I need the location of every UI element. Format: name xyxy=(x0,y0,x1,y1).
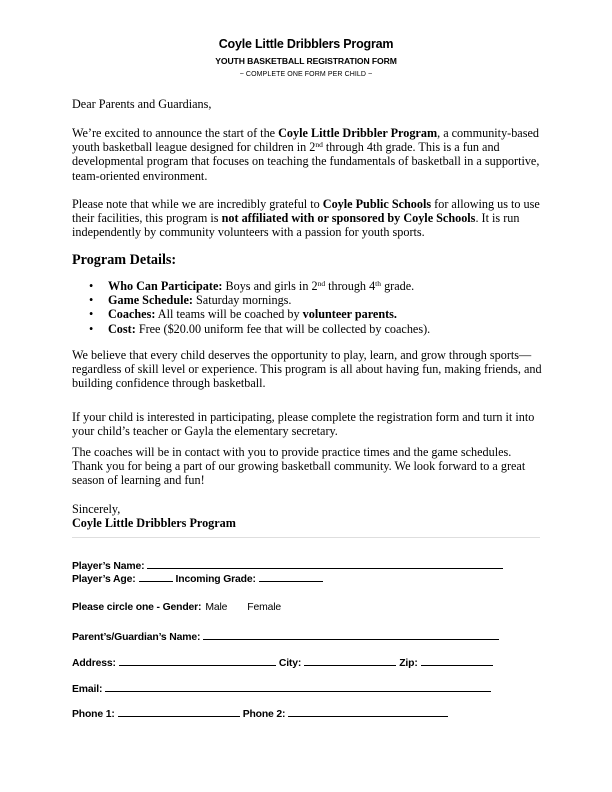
player-age-label: Player’s Age: xyxy=(72,574,136,585)
email-field[interactable] xyxy=(105,682,491,692)
text: We believe that every child deserves the opportunity to play, learn, and grow through sports—regardless of skill level or experience. This program is all about having fun, making friends, and building confidence through basketball. xyxy=(72,348,542,391)
parent-name-row xyxy=(72,630,502,643)
text: Please note that while we are incredibly grateful to xyxy=(72,197,323,211)
text: grade. xyxy=(381,279,415,293)
superscript: th xyxy=(375,279,382,288)
not-affiliated-notice: not affiliated with or sponsored by Coyle Schools xyxy=(221,211,476,226)
gender-row xyxy=(72,602,281,613)
phone-row xyxy=(72,707,451,720)
salutation: Dear Parents and Guardians, xyxy=(72,97,212,111)
detail-label: Coaches: xyxy=(108,307,156,322)
list-item xyxy=(72,307,430,321)
school-name: Coyle Public Schools xyxy=(322,197,432,211)
bullet-icon: • xyxy=(89,321,94,336)
text: If your child is interested in participating, please complete the registration form and turn it into your child’s teacher or Gayla the elementary secretary. xyxy=(72,410,535,439)
detail-label: Who Can Participate: xyxy=(108,279,223,293)
player-name-field[interactable] xyxy=(147,559,503,569)
detail-label: Game Schedule: xyxy=(108,293,193,308)
closing-text: Sincerely, xyxy=(72,502,121,516)
player-name-row xyxy=(72,559,506,572)
intro-paragraph xyxy=(72,126,544,183)
incoming-grade-label: Incoming Grade: xyxy=(175,574,256,585)
city-field[interactable] xyxy=(304,656,396,666)
text: Free ($20.00 uniform fee that will be collected by coaches). xyxy=(135,321,431,336)
gender-option-male[interactable]: Male xyxy=(205,602,228,613)
text: All teams will be coached by xyxy=(155,307,303,322)
document-title: Coyle Little Dribblers Program xyxy=(218,37,394,51)
text: Boys and girls in 2 xyxy=(222,279,318,293)
zip-field[interactable] xyxy=(421,656,493,666)
thanks-paragraph xyxy=(72,445,544,488)
program-details-heading: Program Details: xyxy=(72,252,177,268)
player-name-label: Player’s Name: xyxy=(72,561,145,572)
text: . It is run independently by community volunteers with a passion for youth sports. xyxy=(72,211,520,240)
superscript: nd xyxy=(317,279,326,288)
address-row xyxy=(72,656,496,669)
list-item xyxy=(72,322,430,336)
incoming-grade-field[interactable] xyxy=(259,572,323,582)
parent-name-label: Parent’s/Guardian’s Name: xyxy=(72,632,201,643)
signature: Coyle Little Dribblers Program xyxy=(72,516,236,531)
belief-paragraph xyxy=(72,348,544,391)
player-age-row xyxy=(72,572,326,585)
superscript: nd xyxy=(315,140,323,150)
bullet-icon: • xyxy=(89,307,94,322)
email-label: Email: xyxy=(72,684,103,695)
instructions-paragraph xyxy=(72,410,544,438)
form-note: ~ COMPLETE ONE FORM PER CHILD ~ xyxy=(239,71,373,78)
gender-option-female[interactable]: Female xyxy=(247,602,282,613)
bullet-icon: • xyxy=(89,293,94,308)
player-age-field[interactable] xyxy=(139,572,173,582)
bullet-icon: • xyxy=(89,279,94,293)
list-item xyxy=(72,279,430,293)
phone1-label: Phone 1: xyxy=(72,709,115,720)
zip-label: Zip: xyxy=(399,658,418,669)
program-name: Coyle Little Dribbler Program xyxy=(278,126,438,140)
volunteer-parents: volunteer parents. xyxy=(302,307,397,322)
gender-label: Please circle one - Gender: xyxy=(72,602,202,613)
address-field[interactable] xyxy=(119,656,276,666)
text: Saturday mornings. xyxy=(192,293,292,308)
form-subtitle: YOUTH BASKETBALL REGISTRATION FORM xyxy=(215,56,397,66)
phone2-label: Phone 2: xyxy=(242,709,286,720)
text: The coaches will be in contact with you to provide practice times and the game schedules. Thank you for being a part of our growing basketball community. We look forward to a great season of learning and fun! xyxy=(72,445,526,488)
phone1-field[interactable] xyxy=(118,707,240,717)
detail-label: Cost: xyxy=(108,321,136,336)
divider xyxy=(72,537,540,538)
text: through 4th grade. This is a fun and developmental program that focuses on teaching the fundamentals of basketball in a supportive, team-oriented environment. xyxy=(72,140,540,183)
address-label: Address: xyxy=(72,658,116,669)
text: , a community-based youth basketball league designed for children in 2 xyxy=(72,126,539,155)
text: through 4 xyxy=(325,279,376,293)
list-item xyxy=(72,293,430,307)
email-row xyxy=(72,682,494,695)
disclaimer-paragraph xyxy=(72,197,544,240)
program-details-list xyxy=(72,279,430,336)
parent-name-field[interactable] xyxy=(203,630,499,640)
phone2-field[interactable] xyxy=(288,707,448,717)
text: We’re excited to announce the start of the xyxy=(72,126,279,140)
closing xyxy=(72,502,544,530)
city-label: City: xyxy=(278,658,302,669)
text: for allowing us to use their facilities, this program is xyxy=(72,197,540,226)
